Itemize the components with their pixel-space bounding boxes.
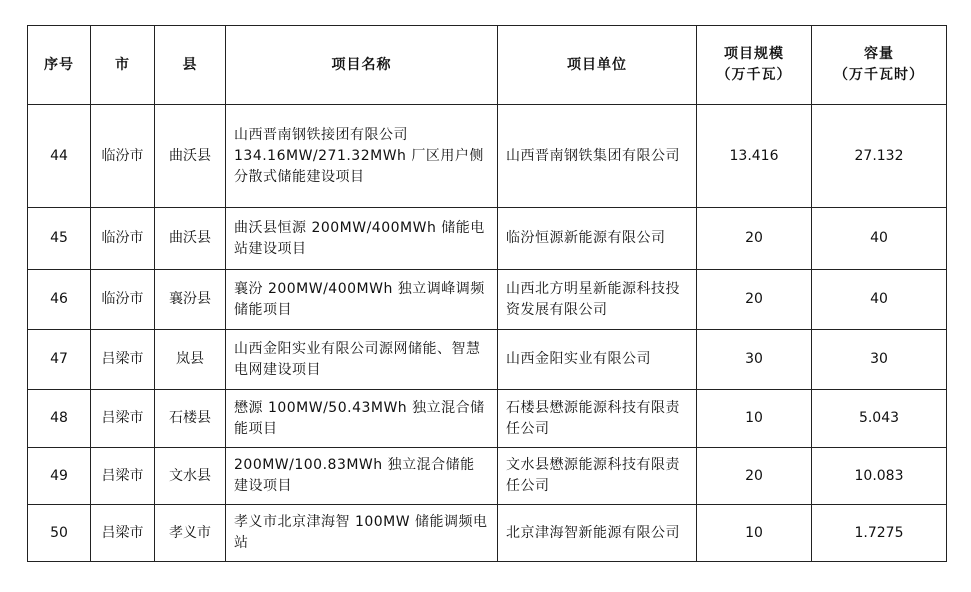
cell-scale: 13.416 [697, 105, 812, 208]
table-row [28, 270, 947, 330]
header-county: 县 [155, 26, 226, 105]
table-row [28, 330, 947, 390]
header-capacity: 容量 （万千瓦时） [812, 26, 947, 105]
cell-no: 44 [28, 105, 91, 208]
cell-county: 孝义市 [155, 505, 226, 562]
cell-capacity: 1.7275 [812, 505, 947, 562]
cell-capacity: 40 [812, 208, 947, 270]
cell-project-name: 懋源 100MW/50.43MWh 独立混合储能项目 [226, 390, 498, 448]
cell-county: 文水县 [155, 448, 226, 505]
table-row [28, 390, 947, 448]
cell-no: 45 [28, 208, 91, 270]
cell-county: 襄汾县 [155, 270, 226, 330]
table-row [28, 105, 947, 208]
cell-project-unit: 北京津海智新能源有限公司 [498, 505, 697, 562]
cell-project-name: 曲沃县恒源 200MW/400MWh 储能电站建设项目 [226, 208, 498, 270]
header-project-unit: 项目单位 [498, 26, 697, 105]
cell-project-name: 襄汾 200MW/400MWh 独立调峰调频储能项目 [226, 270, 498, 330]
cell-capacity: 27.132 [812, 105, 947, 208]
cell-city: 吕梁市 [91, 448, 155, 505]
cell-project-unit: 文水县懋源能源科技有限责任公司 [498, 448, 697, 505]
cell-project-unit: 山西晋南钢铁集团有限公司 [498, 105, 697, 208]
cell-no: 50 [28, 505, 91, 562]
header-city: 市 [91, 26, 155, 105]
cell-no: 49 [28, 448, 91, 505]
cell-no: 46 [28, 270, 91, 330]
cell-scale: 10 [697, 390, 812, 448]
cell-scale: 10 [697, 505, 812, 562]
table-row [28, 505, 947, 562]
cell-city: 临汾市 [91, 105, 155, 208]
cell-project-name: 200MW/100.83MWh 独立混合储能建设项目 [226, 448, 498, 505]
cell-project-unit: 山西金阳实业有限公司 [498, 330, 697, 390]
cell-city: 临汾市 [91, 270, 155, 330]
cell-project-unit: 山西北方明星新能源科技投资发展有限公司 [498, 270, 697, 330]
cell-project-name: 山西金阳实业有限公司源网储能、智慧电网建设项目 [226, 330, 498, 390]
cell-scale: 20 [697, 270, 812, 330]
cell-scale: 20 [697, 448, 812, 505]
cell-project-name: 孝义市北京津海智 100MW 储能调频电站 [226, 505, 498, 562]
cell-project-unit: 石楼县懋源能源科技有限责任公司 [498, 390, 697, 448]
cell-project-name: 山西晋南钢铁接团有限公司 134.16MW/271.32MWh 厂区用户侧分散式储能建设项目 [226, 105, 498, 208]
cell-capacity: 40 [812, 270, 947, 330]
cell-county: 曲沃县 [155, 105, 226, 208]
project-table [27, 25, 947, 562]
cell-capacity: 30 [812, 330, 947, 390]
cell-county: 石楼县 [155, 390, 226, 448]
cell-county: 岚县 [155, 330, 226, 390]
cell-no: 47 [28, 330, 91, 390]
cell-city: 临汾市 [91, 208, 155, 270]
cell-capacity: 5.043 [812, 390, 947, 448]
header-project-name: 项目名称 [226, 26, 498, 105]
cell-city: 吕梁市 [91, 330, 155, 390]
cell-county: 曲沃县 [155, 208, 226, 270]
cell-city: 吕梁市 [91, 505, 155, 562]
header-no: 序号 [28, 26, 91, 105]
table-header-row [28, 26, 947, 105]
cell-city: 吕梁市 [91, 390, 155, 448]
header-scale: 项目规模 （万千瓦） [697, 26, 812, 105]
table-row [28, 448, 947, 505]
cell-scale: 20 [697, 208, 812, 270]
table-row [28, 208, 947, 270]
cell-no: 48 [28, 390, 91, 448]
cell-capacity: 10.083 [812, 448, 947, 505]
cell-project-unit: 临汾恒源新能源有限公司 [498, 208, 697, 270]
cell-scale: 30 [697, 330, 812, 390]
